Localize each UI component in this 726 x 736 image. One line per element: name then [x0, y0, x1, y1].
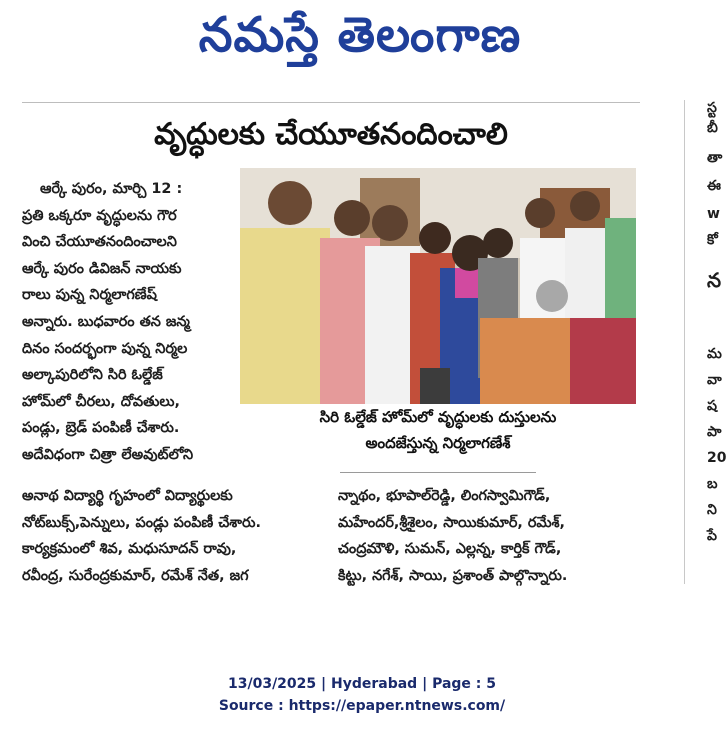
footer-edition-info: 13/03/2025 | Hyderabad | Page : 5 [227, 676, 497, 692]
text-line: దినం సందర్భంగా పున్న నిర్మల [22, 340, 188, 357]
text-line: రాలు పున్న నిర్మలాగణేష్ [22, 287, 157, 304]
caption-line: సిరి ఓల్డేజ్ హోమ్‌లో వృద్ధులకు దుస్తులను [319, 408, 557, 426]
adjacent-article-strip [684, 100, 725, 584]
text-line: మహేందర్,శ్రీశైలం, సాయికుమార్, రమేశ్, [338, 514, 566, 531]
text-line: కిట్టు, నగేశ్, సాయి, ప్రశాంత్ పాల్గొన్నారు. [338, 567, 568, 584]
side-fragment: ని [707, 502, 717, 518]
text-line: అన్నారు. బుధవారం తన జన్మ [22, 313, 190, 330]
side-fragment: బీ [707, 120, 718, 136]
side-fragment: పే [707, 528, 717, 544]
caption-line: అందజేస్తున్న నిర్మలాగణేశ్ [365, 434, 511, 452]
text-line: అనాథ విద్యార్థి గృహంలో విద్యార్థులకు [22, 488, 233, 504]
caption-divider [340, 472, 536, 473]
article-bottom-left-column [22, 483, 322, 589]
header-divider [22, 102, 640, 103]
text-line: వించి చేయూతనందించాలని [22, 234, 177, 251]
footer-source: Source : https://epaper.ntnews.com/ [218, 698, 506, 714]
text-line: ప్రతి ఒక్కరూ వృద్ధులను గౌర [22, 207, 177, 224]
article-photo [240, 168, 636, 404]
side-fragment: వా [707, 372, 722, 388]
side-fragment: ఈ [707, 178, 721, 194]
text-line: కార్యక్రమంలో శివ, మధుసూదన్ రావు, [22, 541, 237, 558]
text-line: అల్కాపురిలోని సిరి ఓల్డేజ్ [22, 367, 163, 384]
newspaper-masthead [150, 4, 570, 78]
side-fragment: న [707, 268, 722, 292]
text-line: పండ్లు, బ్రెడ్ పంపిణీ చేశారు. [22, 420, 180, 437]
side-fragment: బ [707, 476, 718, 492]
text-line: హోమ్‌లో చీరలు, దోవతులు, [22, 393, 180, 410]
side-fragment: స్ట [707, 100, 717, 116]
text-line: ఆర్కే పురం, మార్చి 12 : [40, 181, 183, 197]
masthead-title: నమస్తే తెలంగాణ [198, 7, 522, 63]
text-line: చంద్రమౌళి, సుమన్, ఎల్లన్న, కార్తిక్ గౌడ్, [338, 541, 562, 558]
article-bottom-right-column [338, 483, 638, 589]
text-line: న్నాథం, భూపాల్‌రెడ్డి, లింగస్వామిగౌడ్, [338, 488, 551, 504]
side-fragment: w [707, 206, 720, 222]
text-line: అదేవిధంగా చిత్రా లేఅవుట్‌లోని [22, 446, 194, 463]
article-left-column [22, 176, 238, 469]
side-fragment: కో [707, 232, 718, 248]
article-headline: వృద్ధులకు చేయూతనందించాలి [154, 117, 508, 152]
side-fragment: మ [707, 346, 722, 362]
text-line: రవీంద్ర, సురేంద్రకుమార్, రమేశ్ నేత, జగ [22, 567, 249, 584]
photo-illustration [240, 168, 636, 404]
text-line: ఆర్కే పురం డివిజన్ నాయకు [22, 260, 182, 277]
side-fragment: 20 [707, 450, 726, 466]
photo-caption [240, 404, 636, 468]
side-fragment: ష [707, 398, 717, 414]
side-fragment: పా [707, 424, 722, 440]
text-line: నోట్‌బుక్స్,పెన్నులు, పండ్లు పంపిణీ చేశారు. [22, 514, 261, 531]
side-fragment: తా [707, 150, 723, 166]
